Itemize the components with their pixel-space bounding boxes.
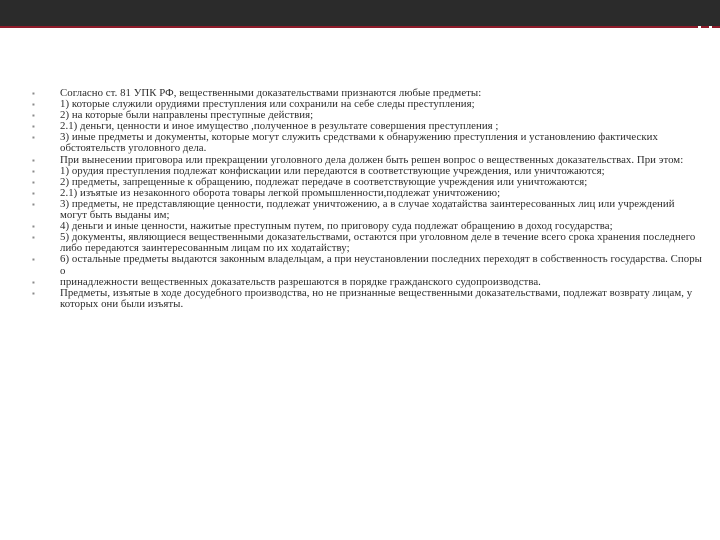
bullet-icon: ▪ <box>32 277 35 287</box>
list-item <box>32 288 702 310</box>
bullet-list <box>32 88 702 310</box>
bullet-icon: ▪ <box>32 199 35 209</box>
bullet-icon: ▪ <box>32 188 35 198</box>
bullet-icon: ▪ <box>32 233 35 243</box>
list-item <box>32 232 702 254</box>
item-text: 4) деньги и иные ценности, нажитые преступным путем, по приговору суда подлежат обращению в доход государства; <box>60 220 613 233</box>
accent-divider <box>709 26 712 28</box>
accent-line <box>0 26 720 28</box>
bullet-icon: ▪ <box>32 255 35 265</box>
item-text: 3) предметы, не представляющие ценности, подлежат уничтожению, а в случае ходатайства заинтересованных лиц или учреждений могут быть выданы им; <box>60 197 675 222</box>
bullet-icon: ▪ <box>32 100 35 110</box>
item-text: 1) которые служили орудиями преступления или сохранили на себе следы преступления; <box>60 98 475 111</box>
item-text: Согласно ст. 81 УПК РФ, вещественными доказательствами признаются любые предметы: <box>60 87 482 99</box>
header-bar <box>0 0 720 26</box>
list-item <box>32 199 702 221</box>
item-text: 1) орудия преступления подлежат конфискации или передаются в соответствующие учреждения, или уничтожаются; <box>60 164 605 177</box>
item-text: принадлежности вещественных доказательств разрешаются в порядке гражданского судопроизводства. <box>60 275 541 288</box>
item-text: 2) на которые были направлены преступные действия; <box>60 109 314 122</box>
bullet-icon: ▪ <box>32 222 35 232</box>
item-text: 2.1) изъятые из незаконного оборота товары легкой промышленности,подлежат уничтожению; <box>60 186 501 199</box>
accent-divider <box>698 26 701 28</box>
item-text: 3) иные предметы и документы, которые могут служить средствами к обнаружению преступления и установлению фактических обстоятельств уголовного дела. <box>60 131 658 155</box>
list-item <box>32 254 702 276</box>
item-text: 5) документы, являющиеся вещественными доказательствами, остаются при уголовном деле в течение всего срока хранения последнего либо передаются заинтересованным лицам по их ходатайству; <box>60 231 696 255</box>
item-text: 2.1) деньги, ценности и иное имущество ,полученное в результате совершения преступления ; <box>60 120 499 133</box>
bullet-icon: ▪ <box>32 111 35 121</box>
bullet-icon: ▪ <box>32 166 35 176</box>
bullet-icon: ▪ <box>32 177 35 187</box>
item-text: 6) остальные предметы выдаются законным владельцам, а при неустановлении последних переходят в собственность государства. Споры о <box>60 253 702 277</box>
bullet-icon: ▪ <box>32 288 35 298</box>
item-text: При вынесении приговора или прекращении уголовного дела должен быть решен вопрос о вещественных доказательствах. При этом: <box>60 153 684 166</box>
list-item <box>32 132 702 154</box>
item-text: 2) предметы, запрещенные к обращению, подлежат передаче в соответствующие учреждения или уничтожаются; <box>60 175 588 188</box>
bullet-icon: ▪ <box>32 133 35 143</box>
bullet-icon: ▪ <box>32 155 35 165</box>
bullet-icon: ▪ <box>32 122 35 132</box>
item-text: Предметы, изъятые в ходе досудебного производства, но не признанные вещественными доказательствами, подлежат возврату лицам, у которых они были изъяты. <box>60 286 693 310</box>
bullet-icon: ▪ <box>32 89 35 98</box>
